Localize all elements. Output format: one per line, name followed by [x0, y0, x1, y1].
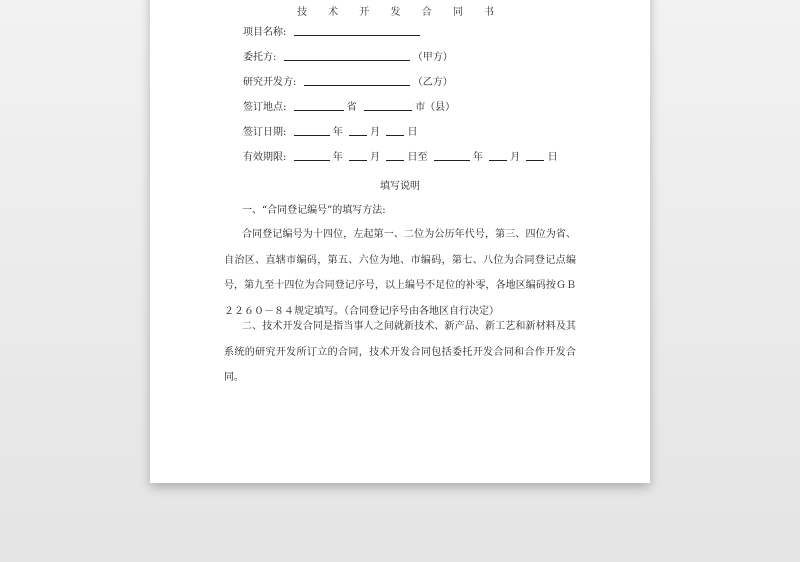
validity-end-year-label: 年	[472, 152, 483, 163]
developer-blank	[304, 76, 410, 86]
sign-day-blank	[386, 126, 404, 136]
document-title: 技 术 开 发 合 同 书	[296, 7, 504, 18]
sign-day-label: 日	[407, 127, 418, 138]
project-name-label: 项目名称:	[243, 27, 287, 38]
sign-place-label: 签订地点:	[243, 102, 287, 113]
client-label: 委托方:	[243, 52, 277, 63]
project-name-row	[243, 23, 420, 38]
validity-start-month-label: 月	[370, 152, 381, 163]
validity-end-year-blank	[434, 151, 470, 161]
developer-row	[243, 73, 453, 88]
sign-date-row	[243, 123, 418, 138]
validity-start-month-blank	[349, 151, 367, 161]
sign-date-label: 签订日期:	[243, 127, 287, 138]
client-blank	[284, 51, 410, 61]
instruction-paragraph-3: 二、技术开发合同是指当事人之间就新技术、新产品、新工艺和新材料及其系统的研究开发所订立的合同，技术开发合同包括委托开发合同和合作开发合同。	[224, 321, 576, 383]
instructions-title: 填写说明	[380, 181, 420, 192]
validity-end-day-blank	[526, 151, 544, 161]
validity-start-year-label: 年	[332, 152, 343, 163]
city-blank	[364, 101, 412, 111]
province-label: 省	[346, 102, 357, 113]
developer-suffix: （乙方）	[412, 77, 453, 88]
sign-month-blank	[349, 126, 367, 136]
validity-end-day-label: 日	[547, 152, 558, 163]
project-name-blank	[294, 26, 420, 36]
validity-end-month-label: 月	[510, 152, 521, 163]
developer-label: 研究开发方:	[243, 77, 297, 88]
instruction-paragraph-2: 合同登记编号为十四位，左起第一、二位为公历年代号，第三、四位为省、自治区、直辖市编码，第五、六位为地、市编码，第七、八位为合同登记点编号，第九至十四位为合同登记序号，以上编号不足位的补零，各地区编码按ＧＢ２２６０－８４规定填写。（合同登记序号由各地区自行决定）	[224, 229, 576, 317]
validity-start-year-blank	[294, 151, 330, 161]
client-suffix: （甲方）	[412, 52, 453, 63]
validity-end-month-blank	[489, 151, 507, 161]
instruction-paragraph-1: 一、“合同登记编号”的填写方法:	[242, 205, 386, 216]
client-row	[243, 48, 453, 63]
sign-place-row	[243, 98, 455, 113]
sign-month-label: 月	[370, 127, 381, 138]
province-blank	[294, 101, 344, 111]
sign-year-label: 年	[332, 127, 343, 138]
validity-start-day-blank	[386, 151, 404, 161]
sign-year-blank	[294, 126, 330, 136]
document-page	[150, 0, 650, 483]
validity-to-label: 日至	[407, 152, 428, 163]
validity-row	[243, 148, 558, 163]
validity-label: 有效期限:	[243, 152, 287, 163]
city-label: 市（县）	[415, 102, 456, 113]
